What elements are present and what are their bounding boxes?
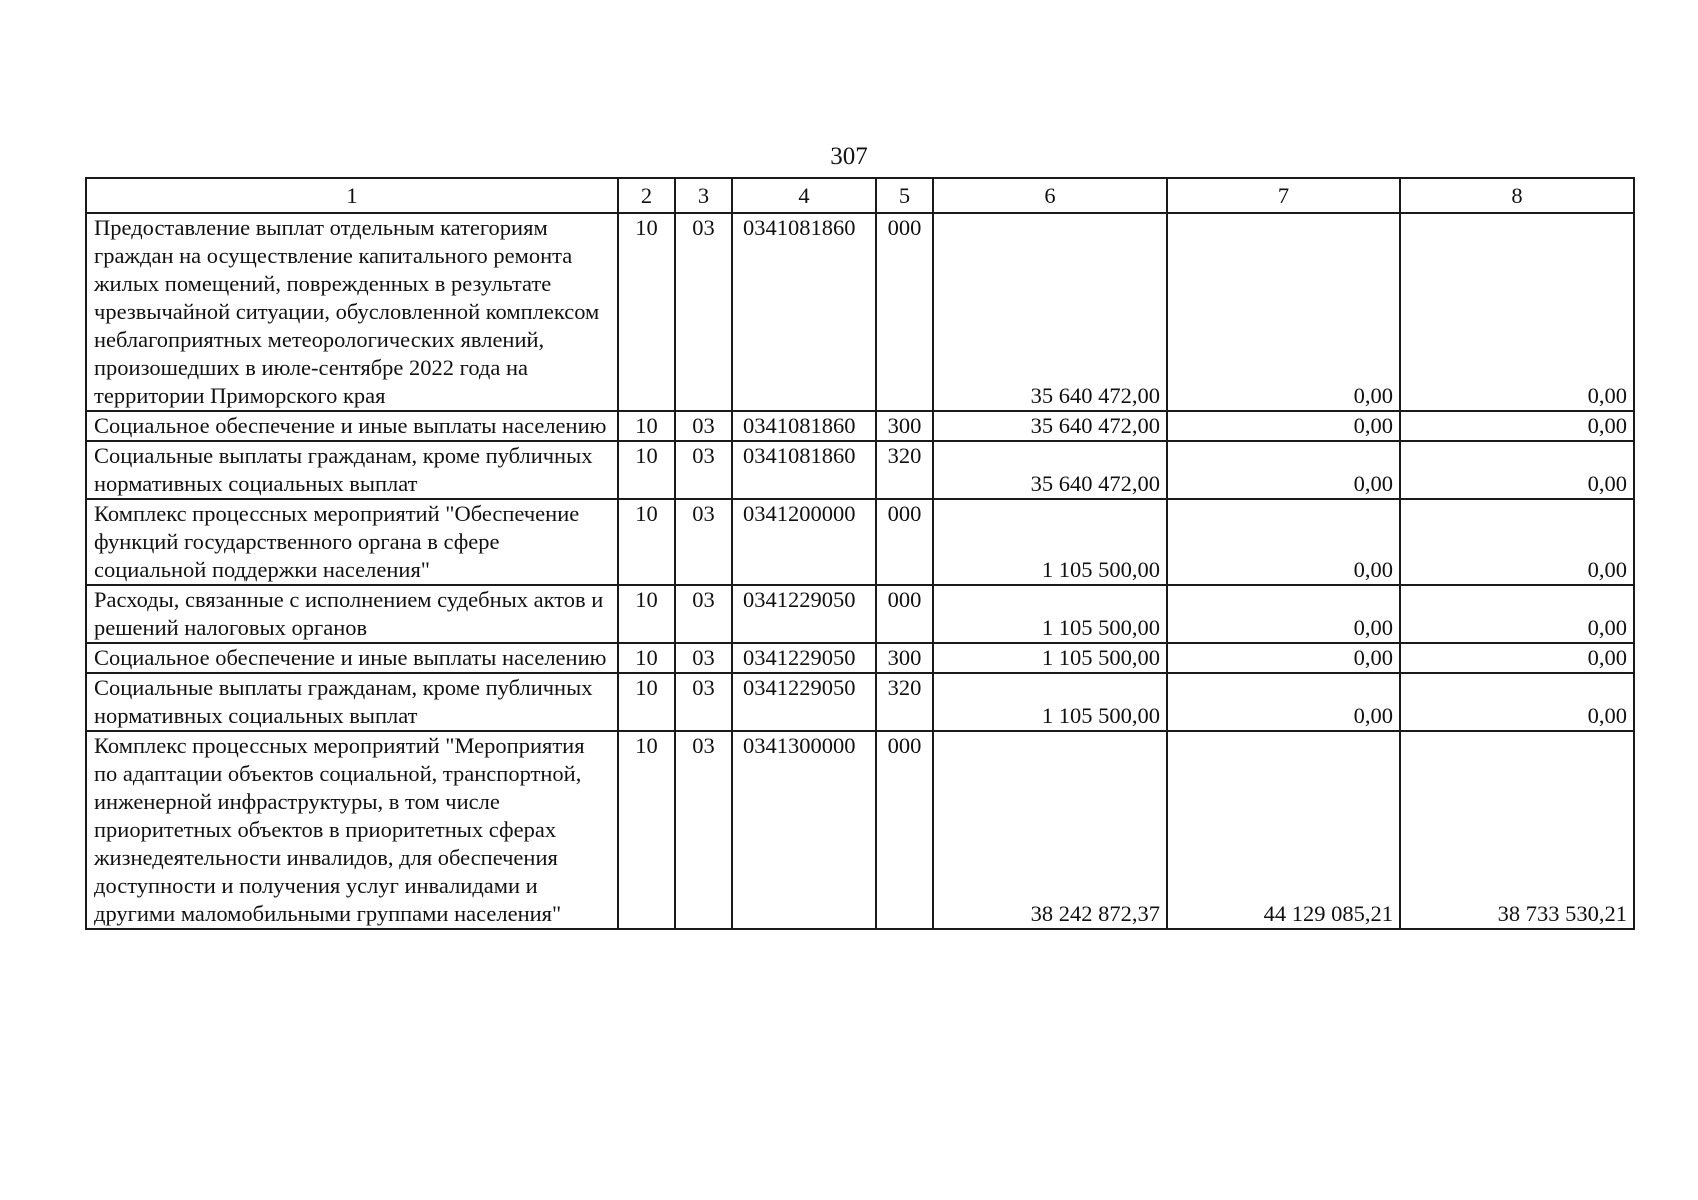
header-cell-4: 4 bbox=[732, 178, 876, 213]
row-description-cell: Социальное обеспечение и иные выплаты населению bbox=[86, 411, 618, 441]
row-description-cell: Комплекс процессных мероприятий "Обеспечение функций государственного органа в сфере социальной поддержки населения" bbox=[86, 499, 618, 585]
subsection-code-cell: 03 bbox=[675, 499, 732, 585]
table-row bbox=[86, 585, 1634, 643]
table-row bbox=[86, 731, 1634, 929]
section-code-cell: 10 bbox=[618, 673, 675, 731]
amount-col-7-cell: 0,00 bbox=[1167, 499, 1400, 585]
row-description-cell: Социальные выплаты гражданам, кроме публичных нормативных социальных выплат bbox=[86, 673, 618, 731]
section-code-cell: 10 bbox=[618, 499, 675, 585]
amount-col-8-cell: 0,00 bbox=[1400, 499, 1634, 585]
section-code-cell: 10 bbox=[618, 731, 675, 929]
row-description-cell: Предоставление выплат отдельным категориям граждан на осуществление капитального ремонта жилых помещений, поврежденных в результате чрезвычайной ситуации, обусловленной комплексом неблагоприятных метеорологических явлений, произошедших в июле-сентябре 2022 года на территории Приморского края bbox=[86, 213, 618, 411]
amount-col-7-cell: 0,00 bbox=[1167, 643, 1400, 673]
row-description-cell: Социальное обеспечение и иные выплаты населению bbox=[86, 643, 618, 673]
subsection-code-cell: 03 bbox=[675, 441, 732, 499]
amount-col-6-cell: 35 640 472,00 bbox=[933, 411, 1167, 441]
amount-col-8-cell: 0,00 bbox=[1400, 213, 1634, 411]
amount-col-8-cell: 0,00 bbox=[1400, 673, 1634, 731]
amount-col-6-cell: 38 242 872,37 bbox=[933, 731, 1167, 929]
amount-col-6-cell: 1 105 500,00 bbox=[933, 499, 1167, 585]
section-code-cell: 10 bbox=[618, 411, 675, 441]
amount-col-8-cell: 0,00 bbox=[1400, 411, 1634, 441]
target-article-cell: 0341300000 bbox=[732, 731, 876, 929]
target-article-cell: 0341200000 bbox=[732, 499, 876, 585]
target-article-cell: 0341081860 bbox=[732, 441, 876, 499]
target-article-cell: 0341229050 bbox=[732, 643, 876, 673]
amount-col-6-cell: 1 105 500,00 bbox=[933, 673, 1167, 731]
header-cell-6: 6 bbox=[933, 178, 1167, 213]
subsection-code-cell: 03 bbox=[675, 213, 732, 411]
amount-col-6-cell: 35 640 472,00 bbox=[933, 213, 1167, 411]
subsection-code-cell: 03 bbox=[675, 673, 732, 731]
amount-col-8-cell: 38 733 530,21 bbox=[1400, 731, 1634, 929]
target-article-cell: 0341081860 bbox=[732, 213, 876, 411]
table-body bbox=[86, 178, 1634, 929]
amount-col-8-cell: 0,00 bbox=[1400, 441, 1634, 499]
subsection-code-cell: 03 bbox=[675, 411, 732, 441]
section-code-cell: 10 bbox=[618, 585, 675, 643]
amount-col-6-cell: 1 105 500,00 bbox=[933, 585, 1167, 643]
expense-type-cell: 000 bbox=[876, 585, 933, 643]
subsection-code-cell: 03 bbox=[675, 643, 732, 673]
target-article-cell: 0341229050 bbox=[732, 673, 876, 731]
header-row bbox=[86, 178, 1634, 213]
header-cell-1: 1 bbox=[86, 178, 618, 213]
amount-col-7-cell: 44 129 085,21 bbox=[1167, 731, 1400, 929]
row-description-cell: Социальные выплаты гражданам, кроме публичных нормативных социальных выплат bbox=[86, 441, 618, 499]
section-code-cell: 10 bbox=[618, 441, 675, 499]
table-row bbox=[86, 411, 1634, 441]
expense-type-cell: 000 bbox=[876, 213, 933, 411]
expense-type-cell: 300 bbox=[876, 411, 933, 441]
amount-col-6-cell: 35 640 472,00 bbox=[933, 441, 1167, 499]
header-cell-2: 2 bbox=[618, 178, 675, 213]
table-row bbox=[86, 643, 1634, 673]
amount-col-7-cell: 0,00 bbox=[1167, 213, 1400, 411]
row-description-cell: Расходы, связанные с исполнением судебных актов и решений налоговых органов bbox=[86, 585, 618, 643]
expense-type-cell: 300 bbox=[876, 643, 933, 673]
amount-col-7-cell: 0,00 bbox=[1167, 673, 1400, 731]
amount-col-8-cell: 0,00 bbox=[1400, 585, 1634, 643]
amount-col-6-cell: 1 105 500,00 bbox=[933, 643, 1167, 673]
header-cell-7: 7 bbox=[1167, 178, 1400, 213]
subsection-code-cell: 03 bbox=[675, 585, 732, 643]
amount-col-7-cell: 0,00 bbox=[1167, 585, 1400, 643]
header-cell-5: 5 bbox=[876, 178, 933, 213]
page-number: 307 bbox=[830, 143, 868, 170]
target-article-cell: 0341229050 bbox=[732, 585, 876, 643]
amount-col-8-cell: 0,00 bbox=[1400, 643, 1634, 673]
amount-col-7-cell: 0,00 bbox=[1167, 411, 1400, 441]
table-row bbox=[86, 499, 1634, 585]
header-cell-3: 3 bbox=[675, 178, 732, 213]
table-row bbox=[86, 673, 1634, 731]
section-code-cell: 10 bbox=[618, 643, 675, 673]
header-cell-8: 8 bbox=[1400, 178, 1634, 213]
budget-table bbox=[85, 177, 1635, 930]
section-code-cell: 10 bbox=[618, 213, 675, 411]
expense-type-cell: 000 bbox=[876, 731, 933, 929]
amount-col-7-cell: 0,00 bbox=[1167, 441, 1400, 499]
table-row bbox=[86, 441, 1634, 499]
row-description-cell: Комплекс процессных мероприятий "Мероприятия по адаптации объектов социальной, транспортной, инженерной инфраструктуры, в том числе приоритетных объектов в приоритетных сферах жизнедеятельности инвалидов, для обеспечения доступности и получения услуг инвалидами и другими маломобильными группами населения" bbox=[86, 731, 618, 929]
expense-type-cell: 000 bbox=[876, 499, 933, 585]
table-row bbox=[86, 213, 1634, 411]
target-article-cell: 0341081860 bbox=[732, 411, 876, 441]
expense-type-cell: 320 bbox=[876, 673, 933, 731]
expense-type-cell: 320 bbox=[876, 441, 933, 499]
subsection-code-cell: 03 bbox=[675, 731, 732, 929]
